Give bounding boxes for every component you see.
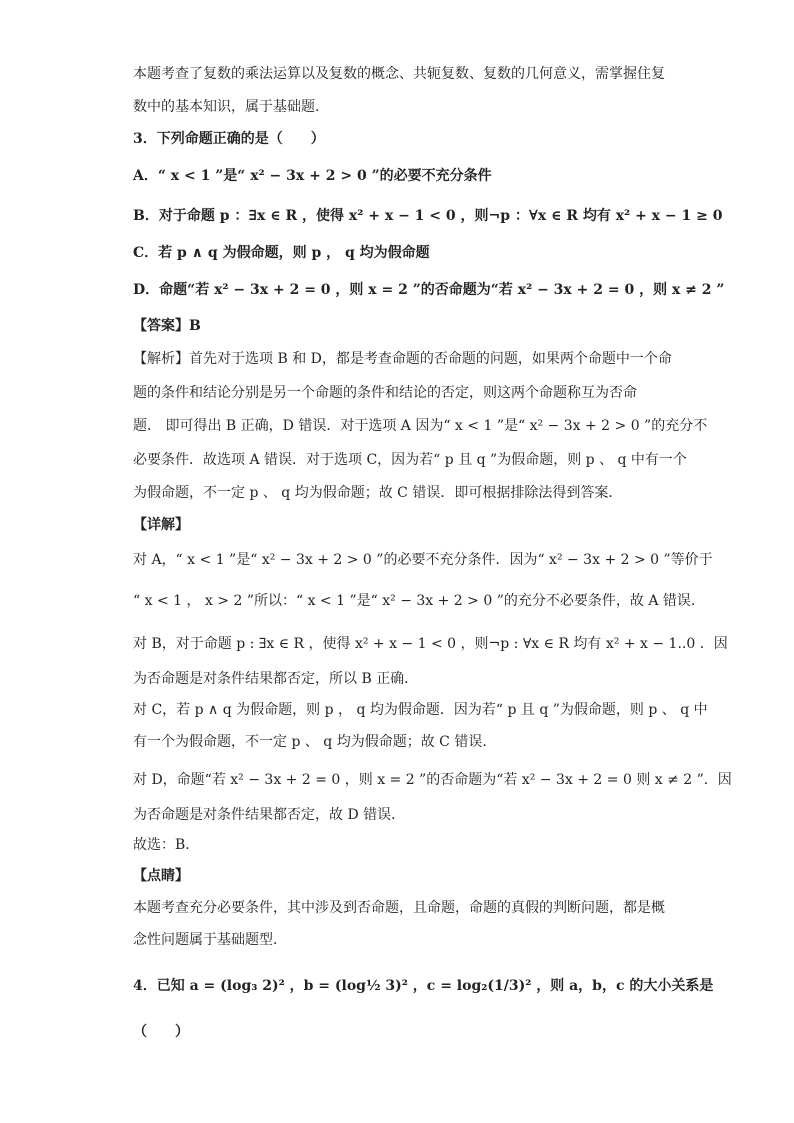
detail-line: 对 D，命题“若 x² − 3x + 2 = 0 ，则 x = 2 ”的否命题为“若 x² − 3x + 2 = 0 则 x ≠ 2 ”．因 xyxy=(133,772,732,788)
detail-line: 对 C，若 p ∧ q 为假命题，则 p ， q 均为假命题．因为若“ p 且 q ”为假命题，则 p 、 q 中 xyxy=(133,702,708,718)
detail-line: 故选：B． xyxy=(133,837,200,853)
detail-line: 有一个为假命题，不一定 p 、 q 均为假命题；故 C 错误． xyxy=(133,734,497,750)
question-4-parens: （ ） xyxy=(133,1024,189,1040)
analysis-line: 题． 即可得出 B 正确，D 错误．对于选项 A 因为“ x < 1 ”是“ x² − 3x + 2 > 0 ”的充分不 xyxy=(133,418,708,434)
text-line: 本题考查了复数的乘法运算以及复数的概念、共轭复数、复数的几何意义，需掌握住复 xyxy=(133,66,665,82)
analysis-line: 为假命题，不一定 p 、 q 均为假命题；故 C 错误．即可根据排除法得到答案． xyxy=(133,485,623,501)
remark-heading: 【点睛】 xyxy=(133,868,189,884)
detail-heading: 【详解】 xyxy=(133,517,189,533)
text-line: 数中的基本知识，属于基础题. xyxy=(133,99,320,115)
detail-line: 对 A，“ x < 1 ”是“ x² − 3x + 2 > 0 ”的必要不充分条件．因为“ x² − 3x + 2 > 0 ”等价于 xyxy=(133,552,713,568)
analysis-line: 题的条件和结论分别是另一个命题的条件和结论的否定，则这两个命题称互为否命 xyxy=(133,385,637,401)
detail-line: “ x < 1 ， x > 2 ”所以：“ x < 1 ”是“ x² − 3x + 2 > 0 ”的充分不必要条件，故 A 错误． xyxy=(133,593,705,609)
question-4-title: 4．已知 a = (log₃ 2)² ，b = (log½ 3)² ，c = log₂(1/3)² ，则 a，b，c 的大小关系是 xyxy=(133,978,714,994)
answer-label: 【答案】B xyxy=(133,318,201,334)
option-b: B．对于命题 p ：∃x ∈ R ，使得 x² + x − 1 < 0 ，则¬p ：∀x ∈ R 均有 x² + x − 1 ≥ 0 xyxy=(133,208,723,224)
option-d: D．命题“若 x² − 3x + 2 = 0 ，则 x = 2 ”的否命题为“若 x² − 3x + 2 = 0 ，则 x ≠ 2 ” xyxy=(133,282,725,298)
detail-line: 为否命题是对条件结果都否定，所以 B 正确． xyxy=(133,671,419,687)
remark-line: 本题考查充分必要条件，其中涉及到否命题，且命题，命题的真假的判断问题，都是概 xyxy=(133,900,665,916)
remark-line: 念性问题属于基础题型． xyxy=(133,932,287,948)
detail-line: 对 B，对于命题 p : ∃x ∈ R ，使得 x² + x − 1 < 0 ，则¬p : ∀x ∈ R 均有 x² + x − 1..0 ．因 xyxy=(133,636,728,652)
question-3-title: 3．下列命题正确的是（ ） xyxy=(133,131,325,147)
option-a: A．“ x < 1 ”是“ x² − 3x + 2 > 0 ”的必要不充分条件 xyxy=(133,168,492,184)
option-c: C．若 p ∧ q 为假命题，则 p ， q 均为假命题 xyxy=(133,245,430,261)
analysis-line: 必要条件．故选项 A 错误．对于选项 C，因为若“ p 且 q ”为假命题，则 p 、 q 中有一个 xyxy=(133,452,687,468)
analysis-line: 【解析】首先对于选项 B 和 D，都是考查命题的否命题的问题，如果两个命题中一个命 xyxy=(133,351,672,367)
detail-line: 为否命题是对条件结果都否定，故 D 错误． xyxy=(133,807,406,823)
